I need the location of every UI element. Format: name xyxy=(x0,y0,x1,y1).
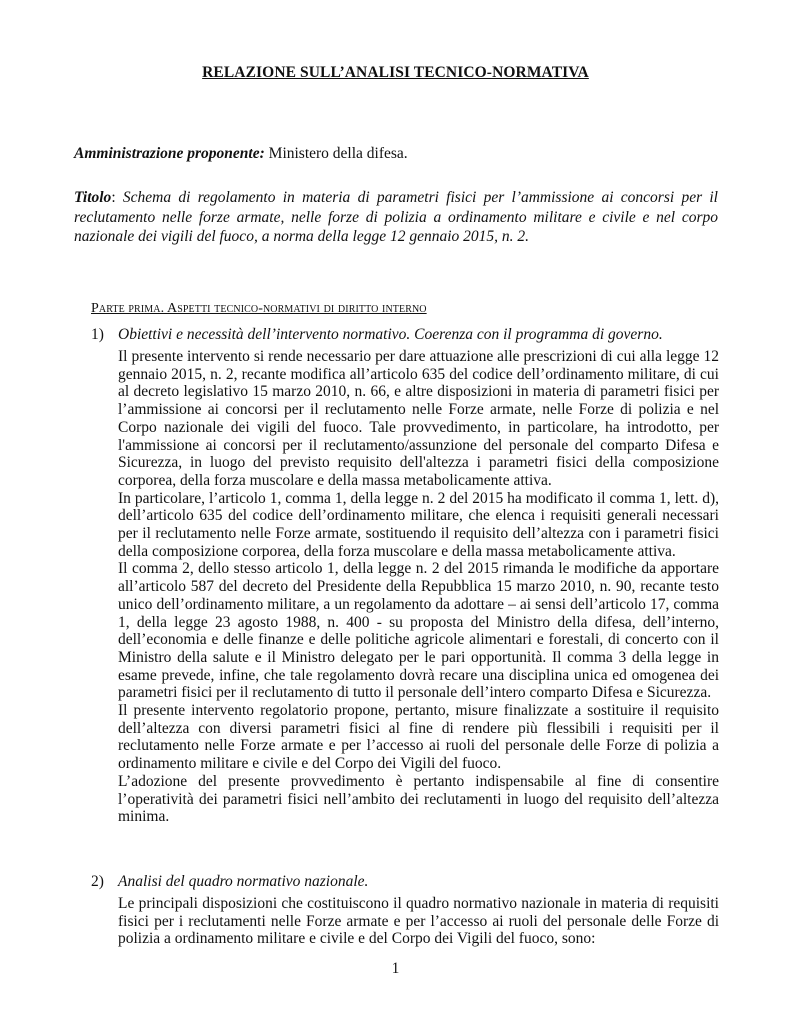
section-title: Obiettivi e necessità dell’intervento normativo. Coerenza con il programma di governo. xyxy=(118,326,663,343)
page-number: 1 xyxy=(391,960,400,977)
paragraph: Il comma 2, dello stesso articolo 1, della legge n. 2 del 2015 rimanda le modifiche da apportare all’articolo 587 del decreto del Presidente della Repubblica 15 marzo 2010, n. 90, recante testo unico dell’ordinamento militare, a un regolamento da adottare – ai sensi dell’articolo 17, comma 1, della legge 23 agosto 1988, n. 400 - su proposta del Ministro della difesa, dell’interno, dell’economia e delle finanze e delle politiche agricole alimentari e forestali, di concerto con il Ministro della salute e il Ministro delegato per le pari opportunità. Il comma 3 della legge in esame prevede, infine, che tale regolamento dovrà recare una disciplina unica ed omogenea dei parametri fisici per il reclutamento di tutto il personale dell’intero comparto Difesa e Sicurezza. xyxy=(118,560,719,702)
section-title: Analisi del quadro normativo nazionale. xyxy=(118,873,369,890)
paragraph: Le principali disposizioni che costituiscono il quadro normativo nazionale in materia di requisiti fisici per i reclutamenti nelle Forze armate e per l’accesso ai ruoli del personale delle Forze di polizia a ordinamento militare e civile e del Corpo dei Vigili del fuoco, sono: xyxy=(118,895,719,948)
titolo-colon: : xyxy=(111,189,116,206)
section-2-body xyxy=(118,895,719,948)
section-number: 2) xyxy=(91,873,104,890)
administration-label: Amministrazione proponente: xyxy=(74,145,265,162)
paragraph: Il presente intervento regolatorio propone, pertanto, misure finalizzate a sostituire il requisito dell’altezza con diversi parametri fisici al fine di rendere più flessibili i requisiti per il reclutamento nelle Forze armate e per l’accesso ai ruoli del personale delle Forze di polizia a ordinamento militare e civile e del Corpo dei Vigili del fuoco. xyxy=(118,702,719,773)
administration-value: Ministero della difesa. xyxy=(268,145,408,162)
paragraph: L’adozione del presente provvedimento è pertanto indispensabile al fine di consentire l’operatività dei parametri fisici nell’ambito dei reclutamenti in luogo del requisito dell’altezza minima. xyxy=(118,772,719,826)
administration-line xyxy=(74,144,724,164)
titolo-text: Schema di regolamento in materia di parametri fisici per l’ammissione ai concorsi per il reclutamento nelle forze armate, nelle forze di polizia a ordinamento militare e civile e nel corpo nazionale dei vigili del fuoco, a norma della legge 12 gennaio 2015, n. 2. xyxy=(74,189,718,246)
part-heading: Parte prima. Aspetti tecnico-normativi di diritto interno xyxy=(91,301,427,316)
section-1-body xyxy=(118,348,719,826)
titolo-block xyxy=(74,188,718,247)
paragraph: In particolare, l’articolo 1, comma 1, della legge n. 2 del 2015 ha modificato il comma 1, lett. d), dell’articolo 635 del codice dell’ordinamento militare, che elenca i requisiti generali necessari per il reclutamento nelle Forze armate, sostituendo il requisito dell’altezza con i parametri fisici della composizione corporea, della forza muscolare e della massa metabolicamente attiva. xyxy=(118,489,719,560)
titolo-label: Titolo xyxy=(74,189,112,206)
section-number: 1) xyxy=(91,326,104,343)
document-title: RELAZIONE SULL’ANALISI TECNICO-NORMATIVA xyxy=(202,64,589,81)
paragraph: Il presente intervento si rende necessario per dare attuazione alle prescrizioni di cui alla legge 12 gennaio 2015, n. 2, recante modifica all’articolo 635 del codice dell’ordinamento militare, di cui al decreto legislativo 15 marzo 2010, n. 66, e altre disposizioni in materia di parametri fisici per l’ammissione ai concorsi per il reclutamento nelle Forze armate, nelle Forze di polizia e nel Corpo nazionale dei vigili del fuoco. Tale provvedimento, in particolare, ha introdotto, per l'ammissione ai concorsi per il reclutamento/assunzione del personale del comparto Difesa e Sicurezza, in luogo del previsto requisito dell'altezza i parametri fisici della composizione corporea, della forza muscolare e della massa metabolicamente attiva. xyxy=(118,348,719,489)
